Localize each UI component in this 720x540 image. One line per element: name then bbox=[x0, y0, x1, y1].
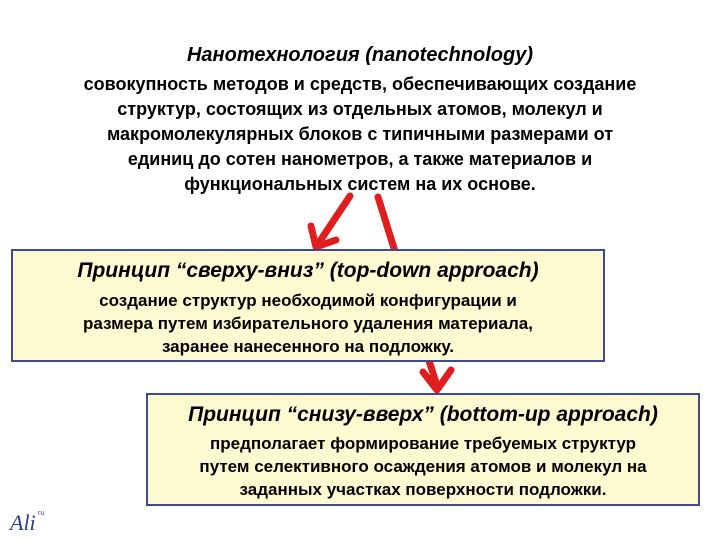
definition-line: структур, состоящих из отдельных атомов, молекул и bbox=[117, 99, 603, 119]
logo-icon bbox=[8, 505, 48, 535]
definition-line: совокупность методов и средств, обеспечивающих создание bbox=[83, 74, 637, 94]
arrow-to-top-down bbox=[318, 196, 350, 244]
top-down-line: размера путем избирательного удаления материала, bbox=[83, 314, 533, 333]
top-down-description bbox=[13, 289, 603, 358]
bottom-up-description bbox=[148, 432, 698, 501]
bottom-up-line: заданных участках поверхности подложки. bbox=[239, 480, 607, 499]
bottom-up-line: путем селективного осаждения атомов и молекул на bbox=[199, 457, 647, 476]
bottom-up-box bbox=[146, 393, 700, 506]
bottom-up-line: предполагает формирование требуемых структур bbox=[210, 434, 636, 453]
svg-text:Ali: Ali bbox=[10, 510, 36, 535]
svg-text:ru: ru bbox=[38, 510, 45, 517]
top-down-title: Принцип “сверху‑вниз” (top‑down approach) bbox=[77, 259, 539, 282]
top-down-line: заранее нанесенного на подложку. bbox=[161, 337, 455, 356]
definition-line: функциональных систем на их основе. bbox=[184, 174, 536, 194]
definition-line: единиц до сотен нанометров, а также материалов и bbox=[127, 149, 593, 169]
top-down-box bbox=[11, 249, 605, 362]
diagram-title: Нанотехнология (nanotechnology) bbox=[186, 44, 534, 66]
bottom-up-title: Принцип “снизу-вверх” (bottom‑up approach) bbox=[188, 403, 658, 426]
top-down-line: создание структур необходимой конфигурации и bbox=[99, 291, 517, 310]
definition-line: макромолекулярных блоков с типичными размерами от bbox=[106, 124, 614, 144]
